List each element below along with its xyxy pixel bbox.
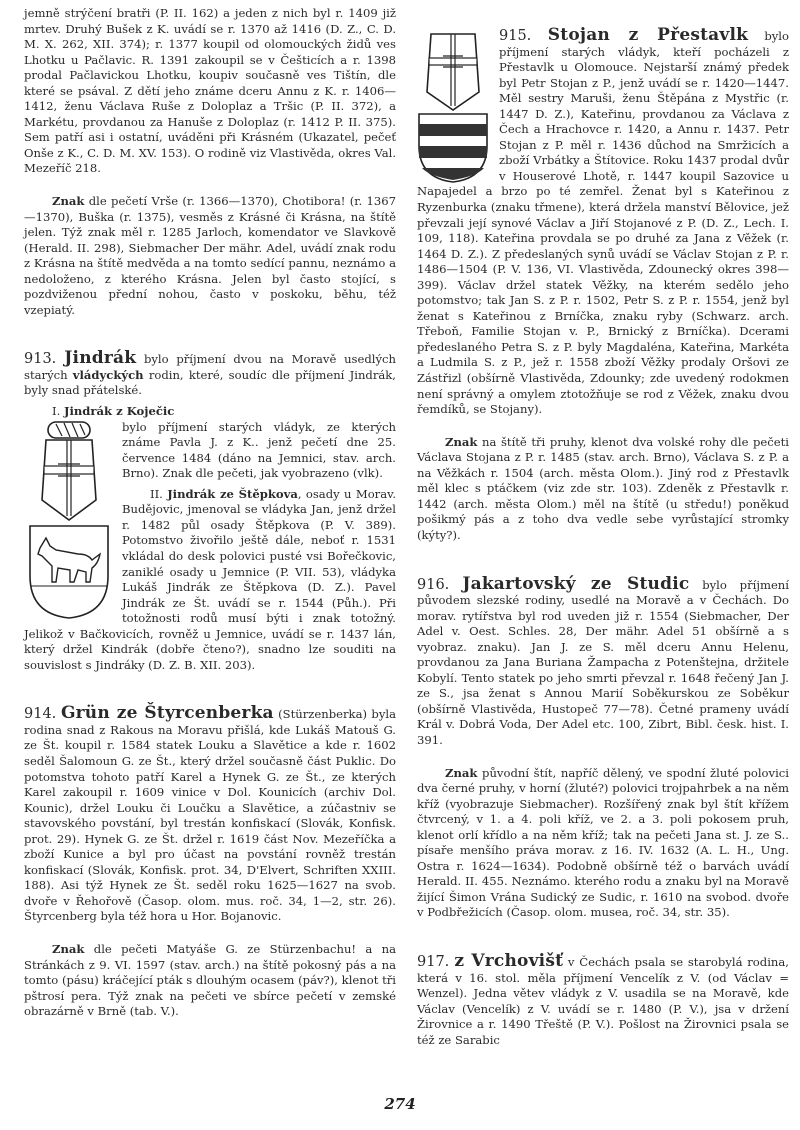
entry-914: 914. Grün ze Štyrcenberka (Stürzenberka) byla rodina snad z Rakous na Moravu přišlá, kde Lukáš Matouš G. ze Št. koupil r. 1584 statek Louku a Slavětice a kde r. 1602 seděl Šalomoun G. ze Št., který držel současně část Puklic. Do potomstva tohoto patří Karel a Hynek G. ze Št., ze kterých Karel zakoupil r. 1609 vinice v Dol. Kounicích (archiv Dol. Kounic), držel Louku či Loučku a Slavětice, a zúčastniv se stavovského povstání, byl trestán konfiskací (Slovák, Konfisk. prot. 29). Hynek G. ze Št. držel r. 1619 část Nov. Mezeříčka a zboží Kunice a byl pro účast na povstání rovněž trestán konfiskací (Slovák, Konfisk. prot. 34, D'Elvert, Schriften XXIII. 188). Asi týž Hynek ze Št. seděl roku 1625—1627 na svob. dvoře v Řehořově (Časop. olom. mus. roč. 34, 1—2, str. 26). Štyrcenberg byla též hora u Hor. Bojanovic. [24,703,396,924]
entry-913-body [24,420,396,674]
coat-of-arms-stripes-icon [417,30,489,184]
entry-915: 915. Stojan z Přestavlk bylo příjmení starých vládyk, kteří pocházeli z Přestavlk u Olomouce. Nejstarší známý předek byl Petr Stojan z P., jenž uvádí se r. 1420—1447. Měl sestry Maruši, ženu Štěpána z Mystřic (r. 1447 D. Z.), Kateřinu, provdanou za Václava z Čech a Hrachovce r. 1420, a Annu r. 1437. Petr Stojan z P. měl r. 1436 důchod na Smržicích a zboží Vrbátky a Štítovice. Roku 1437 prodal dvůr v Houserové Lhotě, r. 1447 koupil Sazovice u Napajedel a brzo po té zemřel. Ženat byl s Kateřinou z Ryzenburka (znaku třmene), která držela manství Bělovice, jež převzali její synové Václav a Jiří Stojanové z P. (D. Z., Lech. I. 109, 118). Kateřina provdala se po druhé za Jana z Věžek (r. 1464 D. Z.). Z předeslaných synů uvádí se Václav Stojan z P. r. 1486—1504 (P. V. 136, VI. Vlastivěda, Zdounecký okres 398—399). Václav držel statek Věžky, na kterém sedělo jeho potomstvo; tak Jan S. z P. r. 1502, Petr S. z P. r. 1554, jenž byl ženat s Kateřinou z Brníčka, znaku ryby (Schwarz. arch. Třeboň, Familie Stojan v. P., Brnický z Brníčka). Dcerami předeslaného Petra S. z P. byly Magdaléna, Kateřina, Markéta a Ludmila S. z P., jež r. 1558 zboží Věžky prodaly Oršovi ze Zástřizl (obšírně Vlastivěda, Zdounky; zde uvedený rodokmen není správný a omylem ztotožňuje se rod z Věžek, znaku dvou řemdíků, se Stojany). [417,25,789,417]
entry-number: 916. [417,576,450,593]
znak-label: Znak [52,194,85,209]
entry-number: 917. [417,953,450,970]
entry-title: z Vrchovišť [454,950,564,971]
paragraph-znak-krasna: Znak dle pečetí Vrše (r. 1366—1370), Chotibora! (r. 1367—1370), Buška (r. 1375), vesměs z Krásné či Krásna, na štítě jelen. Týž znak měl r. 1285 Jarloch, komendator ve Slavkově (Herald. II. 298), Siebmacher Der mähr. Adel, uvádí znak rodu z Krásna na štítě medvěda a na tomto sedící pannu, neznámo a nedoloženo, z kterého Krásna. Jelen byl často stojící, s pozdviženou přední nohou, často v poskoku, běhu, též vzepiatý. [24,194,396,317]
paragraph-continuation: jemně strýčení bratři (P. II. 162) a jeden z nich byl r. 1409 již mrtev. Druhý Bušek z K. uvádí se r. 1370 až 1416 (D. Z., C. D. M. X. 262, XII. 374); r. 1377 koupil od olomouckých židů ves Lhotku u Pačlavic. R. 1391 zakoupil se v Češticích a r. 1398 prodal Pačlavickou Lhotku, koupiv současně ves Tištín, dle které se psával. Z dětí jeho známe dceru Annu z K. r. 1406—1412, ženu Václava Ruše z Doloplaz a Tršic (P. II. 372), a Markétu, provdanou za Hanuše z Doloplaz (r. 1412 P. II. 375). Sem patří asi i ostatní, uváděni při Krásném (Ukazatel, pečeť Onše z K., C. D. M. XV. 153). O rodině viz Vlastivěda, okres Val. Mezeříč 218. [24,6,396,176]
page-number: 274 [384,1095,416,1113]
entry-916: 916. Jakartovský ze Studic bylo příjmení původem slezské rodiny, usedlé na Moravě a v Čechách. Do morav. rytířstva byl rod uveden již r. 1554 (Siebmacher, Der Adel v. Oest. Schles. 28, Der mähr. Adel 51 obšírně a s vyobraz. znaku). Jan J. ze S. měl dceru Annu Helenu, provdanou za Jana Buriana Žampacha z Potenštejna, držitele Kobylí. Tento statek po jeho smrti převzal r. 1648 řečený Jan J. ze S., jsa ženat s Annou Marií Soběkurskou ze Soběkur (obšírně Vlastivěda, Hustopeč 77—78). Četné prameny uvádí Král v. Dobrá Voda, Der Adel etc. 100, Zibrt, Bibl. česk. hist. I. 391. [417,573,789,747]
entry-913-sub-1-text: bylo příjmení starých vládyk, ze kterých známe Pavla J. z K.. jenž pečetí dne 25. července 1484 (dáno na Jemnici, stav. arch. Brno). Znak dle pečeti, jak vyobrazeno (vlk). [122,419,396,481]
coat-of-arms-wolf-icon [26,408,112,622]
paragraph-znak-jakartovsky: Znak původní štít, napříč dělený, ve spodní žluté polovici dva černé pruhy, v horní (žluté?) polovici trojpahrbek a na něm kříž (vyobrazuje Siebmacher). Rozšířený znak byl štít křížem čtvrcený, v 1. a 4. poli kříž, ve 2. a 3. poli pokosem pruh, klenot orlí křídlo a na něm kříž; tak na pečeti Jana st. J. ze S.. písaře menšího práva morav. z 16. IV. 1632 (A. L. H., Ung. Ostra r. 1624—1634). Podobně obšírně též o barvách uvádí Herald. II. 455. Neznámo. kterého rodu a znaku byl na Moravě žijící Šimon Vrána Sudický ze Sudic, r. 1610 na svobod. dvoře v Podbřežicích (Časop. olom. musea, roč. 34, str. 35). [417,765,789,920]
entry-title: Jindrák [64,348,137,369]
znak-label: Znak [445,765,478,780]
entry-title: Jakartovský ze Studic [462,573,690,594]
right-column [417,25,789,1048]
paragraph-znak-grun: Znak dle pečeti Matyáše G. ze Stürzenbachu! a na Stránkách z 9. VI. 1597 (stav. arch.) na štítě pokosný pás a na tomto (pásu) kráčející pták s dlouhým ocasem (páv?), klenot tři pštrosí pera. Týž znak na pečeti ve sbírce pečetí v zemské obrazárně v Brně (tab. V.). [24,941,396,1019]
entry-number: 914. [24,706,57,723]
entry-913-sub-2: II. Jindrák ze Štěpkova, osady u Morav. Budějovic, jmenoval se vládyka Jan, jenž držel r. 1482 půl osady Štěpkova (P. V. 389). Potomstvo živořilo ještě dále, neboť r. 1531 vkládal do desk polovici pusté vsi Bořečkovic, zaniklé osady u Jemnice (P. VII. 53), vládyka Lukáš Jindrák ze Štěpkova (D. Z.). Pavel Jindrák ze Št. uvádí se r. 1544 (Půh.). Při totožnosti rodů musí býti i znak totožný. Jelikož v Bačkovicích, rovněž u Jemnice, uvádí se r. 1437 lán, který držel Kindrák (dobře čteno?), snadno lze souditi na souvislost s Jindráky (D. Z. B. XII. 203). [24,486,396,672]
entry-number: 913. [24,351,57,368]
paragraph-znak-stojan: Znak na štítě tři pruhy, klenot dva volské rohy dle pečeti Václava Stojana z P. r. 1485 (stav. arch. Brno), Václava S. z P. a na Věžkách r. 1504 (arch. města Olom.). Jiný rod z Přestavlk měl klec s ptáčkem (viz zde str. 103). Zdeněk z Přestavlk r. 1442 (arch. města Olom.) měl na štítě (u středu!) poněkud pošikmý pás a z toho dva vedle sebe vyrůstající stromky (kýty?). [417,434,789,542]
entry-title: Stojan z Přestavlk [547,25,749,45]
entry-913-sub-1: I. Jindrák z Koječic [52,404,175,419]
znak-label: Znak [445,434,478,449]
entry-913: 913. Jindrák bylo příjmení dvou na Moravě usedlých starých vládyckých rodin, které, soudíc dle příjmení Jindrák, byly snad přátelské. [24,348,396,398]
entry-917: 917. z Vrchovišť v Čechách psala se starobylá rodina, která v 16. stol. měla příjmení Vencelík z V. (od Václav = Wenzel). Jedna větev vládyk z V. usadila se na Moravě, kde Václav (Vencelík) z V. uvádí se r. 1480 (P. V.), jsa v držení Žirovnice a r. 1490 Třeště (P. V.). Pošlost na Žirovnici psala se též ze Sarabic [417,950,789,1047]
left-column [24,6,396,1020]
znak-label: Znak [52,941,85,956]
entry-number: 915. [499,28,532,44]
entry-title: Grün ze Štyrcenberka [60,703,274,724]
